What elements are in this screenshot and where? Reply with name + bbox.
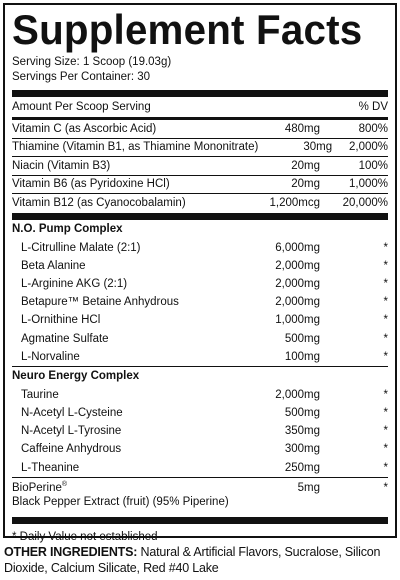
ingredient-amount: 2,000mg [275,296,320,309]
ingredient-dv: * [383,259,388,272]
amount-header-label: Amount Per Scoop Serving [12,101,151,113]
ingredient-amount: 30mg [303,141,333,154]
ingredient-dv: * [383,350,388,363]
registered-mark: ® [61,480,68,488]
supplement-facts-panel [3,3,397,543]
ingredient-name: Thiamine (Vitamin B1, as Thiamine Mononitrate) [12,141,259,154]
vitamin-row [12,157,388,176]
ingredient-amount: 350mg [284,425,320,438]
bioperine-description: Black Pepper Extract (fruit) (95% Piperine) [12,495,229,508]
ingredient-name: Vitamin C (as Ascorbic Acid) [12,122,157,135]
ingredient-dv: * [383,388,388,401]
ingredient-dv: 800% [358,122,388,135]
neuro-ingredient-row [12,386,388,404]
neuro-ingredient-row [12,459,388,477]
ingredient-dv: * [383,277,388,290]
pump-complex-title: N.O. Pump Complex [12,222,123,235]
panel-title: Supplement Facts [12,6,363,53]
ingredient-amount: 1,200mcg [269,197,320,210]
ingredient-name: Niacin (Vitamin B3) [12,159,111,172]
neuro-complex-list [12,386,388,477]
ingredient-name: Beta Alanine [21,259,86,272]
thick-divider [12,90,388,97]
vitamin-row [12,120,388,139]
vitamin-row [12,176,388,195]
pump-ingredient-row [12,311,388,329]
daily-value-footnote: * Daily Value not established [12,530,158,543]
ingredient-name: L-Citrulline Malate (2:1) [21,241,141,254]
ingredient-amount: 2,000mg [275,388,320,401]
ingredient-name: N-Acetyl L-Cysteine [21,407,123,420]
servings-per-container: Servings Per Container: 30 [12,71,151,83]
ingredient-amount: 500mg [284,332,320,345]
neuro-ingredient-row [12,422,388,440]
other-ingredients [4,544,398,576]
neuro-ingredient-row [12,440,388,458]
pump-complex-list [12,239,388,366]
ingredient-name: L-Theanine [21,461,80,474]
ingredient-dv: 20,000% [342,197,388,210]
ingredient-amount: 20mg [291,159,320,172]
ingredient-name: Betapure™ Betaine Anhydrous [21,296,179,309]
ingredient-dv: * [383,407,388,420]
dv-header-label: % DV [358,101,388,113]
ingredient-amount: 1,000mg [275,314,320,327]
ingredient-dv: * [383,296,388,309]
ingredient-dv: * [383,461,388,474]
thick-divider [12,213,388,220]
ingredient-amount: 2,000mg [275,259,320,272]
pump-ingredient-row [12,257,388,275]
ingredient-name: N-Acetyl L-Tyrosine [21,425,122,438]
ingredient-name: Agmatine Sulfate [21,332,109,345]
ingredient-dv: 100% [358,159,388,172]
bioperine-name: BioPerine® [12,480,68,494]
ingredient-name: L-Arginine AKG (2:1) [21,277,128,290]
neuro-complex-title: Neuro Energy Complex [12,369,140,382]
ingredient-name: L-Norvaline [21,350,80,363]
ingredient-dv: 2,000% [348,141,388,154]
pump-ingredient-row [12,293,388,311]
ingredient-amount: 480mg [284,122,320,135]
ingredient-amount: 500mg [284,407,320,420]
ingredient-amount: 2,000mg [275,277,320,290]
ingredient-name: L-Ornithine HCl [21,314,101,327]
vitamin-row [12,194,388,213]
ingredient-name: Taurine [21,388,59,401]
ingredient-amount: 300mg [284,443,320,456]
ingredient-name: Vitamin B12 (as Cyanocobalamin) [12,197,186,210]
neuro-ingredient-row [12,404,388,422]
ingredient-dv: * [383,425,388,438]
ingredient-dv: * [383,332,388,345]
ingredient-name: Caffeine Anhydrous [21,443,122,456]
vitamin-row [12,139,388,158]
pump-ingredient-row [12,275,388,293]
ingredient-dv: * [383,241,388,254]
pump-ingredient-row [12,329,388,347]
thick-divider [12,517,388,524]
ingredient-dv: 1,000% [348,178,388,191]
ingredient-amount: 100mg [284,350,320,363]
ingredient-amount: 20mg [291,178,320,191]
other-ingredients-text: Natural & Artificial Flavors, Sucralose, Silicon Dioxide, Calcium Silicate, Red #40 Lake [4,545,381,575]
pump-ingredient-row [12,239,388,257]
ingredient-name: Vitamin B6 (as Pyridoxine HCl) [12,178,170,191]
bioperine-dv: * [383,481,388,494]
bioperine-block [12,478,388,517]
ingredient-amount: 6,000mg [275,241,320,254]
pump-ingredient-row [12,348,388,366]
ingredient-dv: * [383,443,388,456]
amount-header-row [12,97,388,117]
bioperine-amount: 5mg [297,481,320,494]
ingredient-amount: 250mg [284,461,320,474]
serving-size: Serving Size: 1 Scoop (19.03g) [12,56,172,68]
other-ingredients-label: OTHER INGREDIENTS: [4,545,138,559]
vitamin-list [12,120,388,213]
ingredient-dv: * [383,314,388,327]
